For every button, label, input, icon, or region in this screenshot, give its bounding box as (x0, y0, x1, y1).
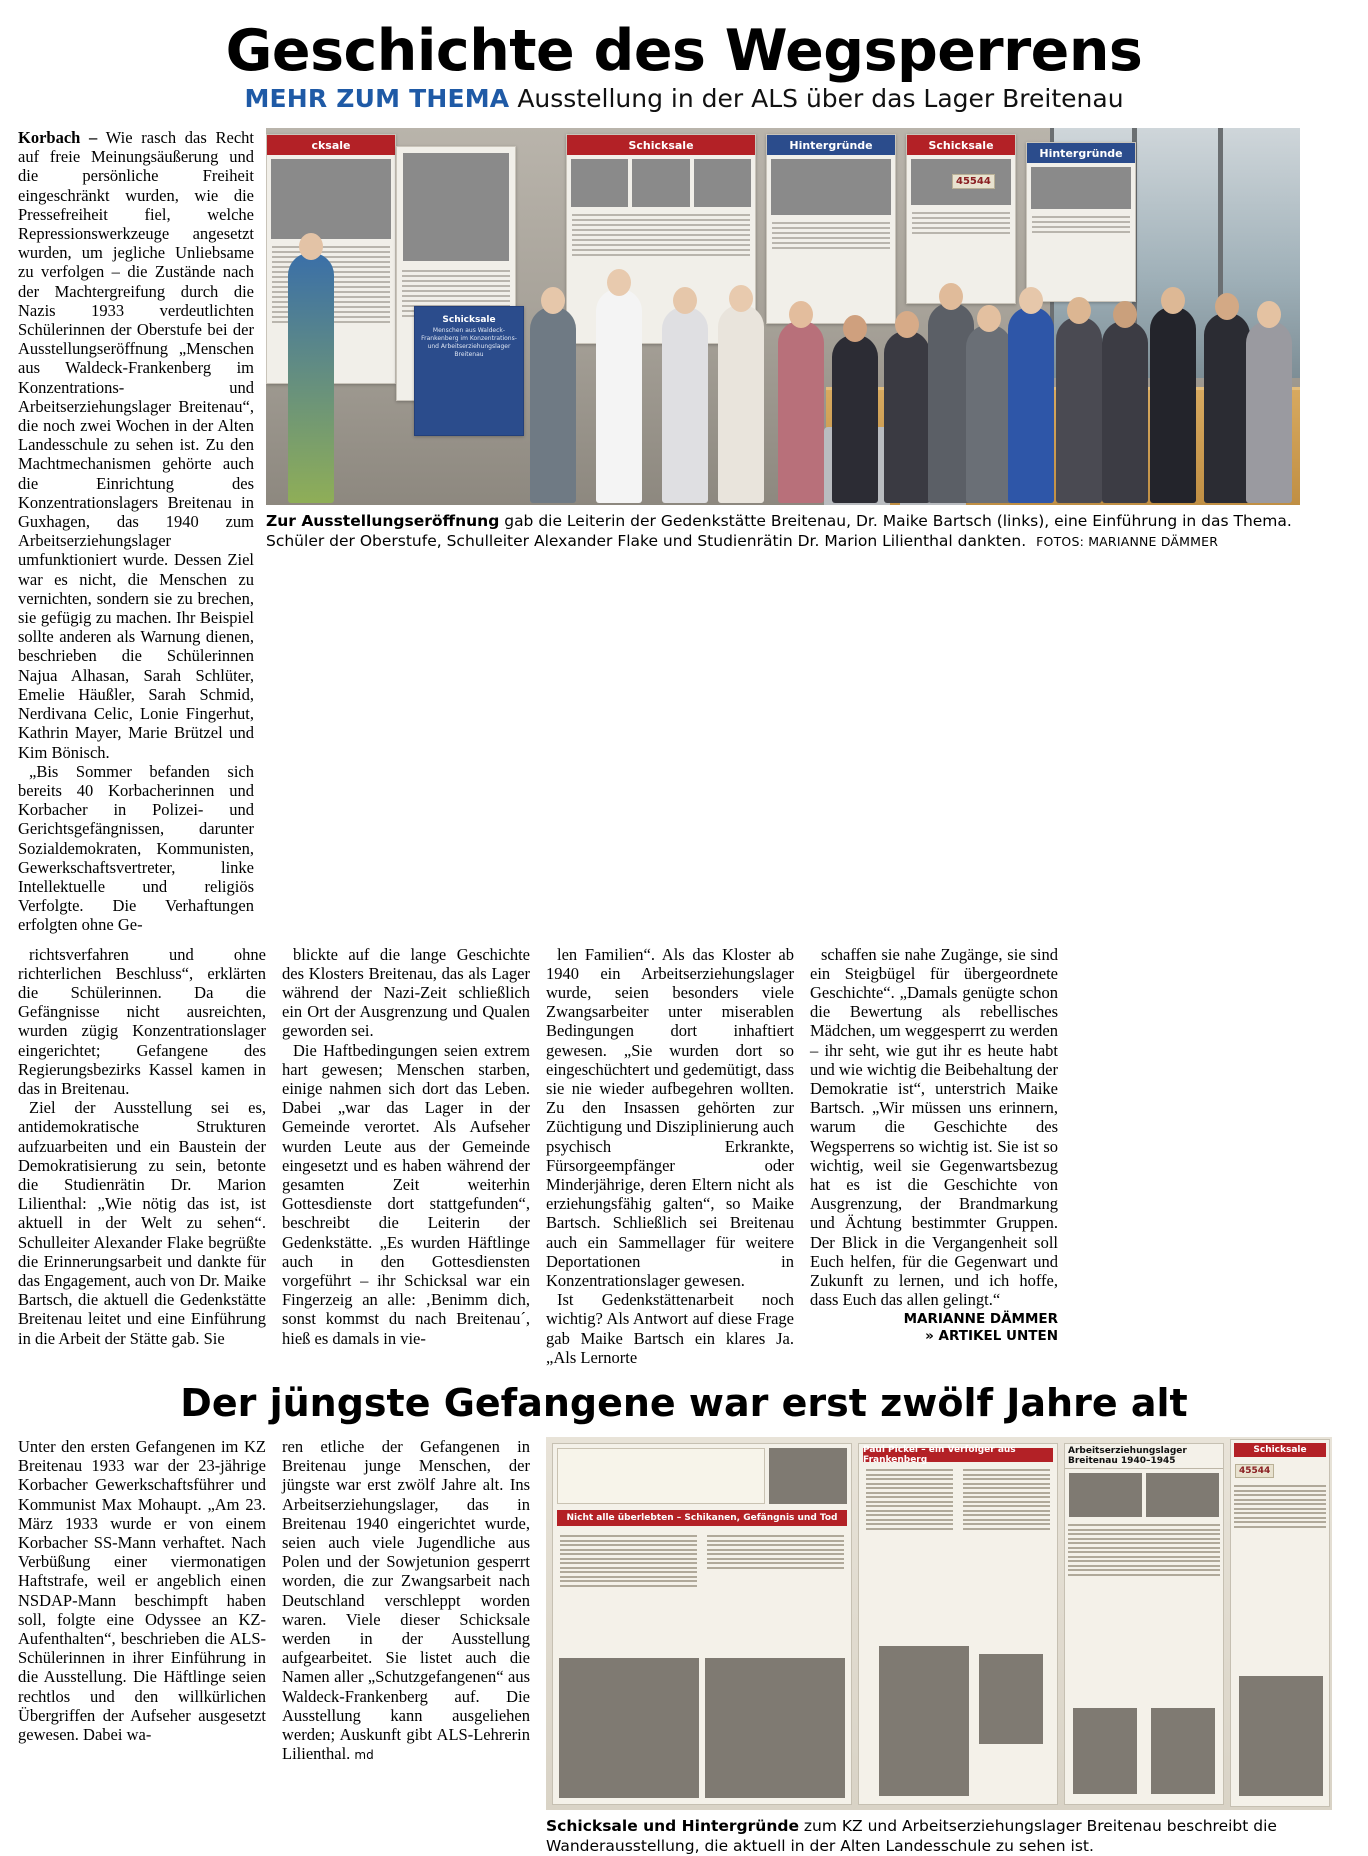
person-16 (1246, 321, 1292, 503)
panel-label-1: cksale (267, 135, 395, 155)
photo-thumb (559, 1658, 699, 1798)
board-middle-text-row (859, 1466, 1057, 1535)
board-middle-text (863, 1466, 956, 1535)
panel-images-3 (567, 155, 755, 211)
board-left-middle (553, 1528, 851, 1596)
board-right (1064, 1443, 1224, 1805)
bottom-column-1 (18, 1437, 266, 1856)
board-middle (858, 1443, 1058, 1805)
paragraph: schaffen sie nahe Zugänge, sie sind ein Steigbügel für übergeordnete Geschichte“. „Damals genügte schon die Bewertung als rebellisches Mädchen, um weggesperrt zu werden – ihr seht, wie gut ihr es heute habt und wie wichtig die Beibehaltung der Demokratie ist“, unterstrich Maike Bartsch. „Wir müssen uns erinnern, warum die Geschichte des Wegsperrens so wichtig ist. Sie ist so wichtig, weil sie Gegenwartsbezug hat es ist die Geschichte von Ausgrenzung, der Brandmarkung und Ächtung bestimmter Gruppen. Der Blick in die Vergangenheit soll Euch helfen, für die Gegenwart und Zukunft zu lernen, und ich hoffe, dass Euch das allen gelingt.“ (810, 944, 1058, 1310)
exhibition-panel-4 (766, 134, 896, 324)
exhibition-panel-5 (906, 134, 1016, 304)
portrait-photo-large (879, 1646, 969, 1796)
board-far-right-header: Schicksale (1234, 1443, 1326, 1457)
newspaper-page (0, 18, 1368, 1855)
exhibition-opening-photo (266, 128, 1300, 505)
person-14 (1150, 307, 1196, 503)
person-3 (596, 289, 642, 503)
panel-image-6 (1031, 167, 1131, 209)
person-15 (1204, 313, 1250, 503)
person-4 (662, 307, 708, 503)
paragraph: Ziel der Ausstellung sei es, antidemokratische Strukturen aufzuarbeiten und ein Baustein der Demokratisierung zu sein, betonte die Studienrätin Dr. Marion Lilienthal: „Wie nötig das ist, ist aktuell in der Welt zu sehen“. Schulleiter Alexander Flake begrüßte die Erinnerungsarbeit und dankte für das Engagement, auch von Dr. Maike Bartsch, die aktuell die Gedenkstätte Breitenau leitet und eine Einführung in die Arbeit der Stätte gab. Sie (18, 1098, 266, 1348)
person-2 (530, 307, 576, 503)
caption-lead: Zur Ausstellungseröffnung (266, 512, 500, 530)
board-left-header: Nicht alle überlebten – Schikanen, Gefängnis und Tod (557, 1510, 847, 1526)
person-13 (1102, 321, 1148, 503)
poster-subtitle: Menschen aus Waldeck-Frankenberg im Konzentrations- und Arbeitserziehungslager Breitenau (421, 327, 517, 358)
bottom-column-2 (282, 1437, 530, 1856)
board-far-right (1230, 1439, 1330, 1807)
lead-and-photo-row (18, 128, 1350, 935)
panel-label-2: Schicksale (567, 135, 755, 155)
board-middle-text-2 (960, 1466, 1053, 1535)
lead-paragraph-1: Wie rasch das Recht auf freie Meinungsäußerung und die persönliche Freiheit eingeschränkt wurden, wie die Pressefreiheit fiel, welche Repressionswerkzeuge angesetzt wurden, um jegliche Unliebsame zu verfolgen – die Zustände nach der Machtergreifung durch die Nazis 1933 verdeutlichten Schülerinnen der Oberstufe bei der Ausstellungseröffnung „Menschen aus Waldeck-Frankenberg im Konzentrations- und Arbeitserziehungslager Breitenau“, die noch zwei Wochen in der Alten Landesschule zu sehen ist. Zu den Machtmechanismen gehörte auch die Einrichtung des Konzentrationslagers Breitenau in Guxhagen, das 1940 zum Arbeitserziehungslager umfunktioniert wurde. Dessen Ziel war es nicht, die Menschen zu vernichten, sondern sie zu brechen, sie gefügig zu machen. Ihr Beispiel sollte anderen als Warnung dienen, beschrieben die Schülerinnen Najua Alhasan, Sarah Schlüter, Emelie Häußler, Sarah Schmid, Nerdivana Celic, Lonie Fingerhut, Kathrin Mayer, Marie Brützel und Kim Bönisch. (18, 128, 254, 762)
byline: md (354, 1748, 374, 1763)
person-7 (832, 335, 878, 503)
paragraph: Ist Gedenkstättenarbeit noch wichtig? Als Antwort auf diese Frage gab Maike Bartsch ein klares Ja. „Als Lernorte (546, 1290, 794, 1367)
document-scan (557, 1448, 765, 1504)
article-reference[interactable]: » ARTIKEL UNTEN (925, 1328, 1058, 1345)
panel-label-5: Hintergründe (1027, 143, 1135, 163)
board-left-text-2 (704, 1532, 847, 1592)
board-left-text (557, 1532, 700, 1592)
paragraph: len Familien“. Als das Kloster ab 1940 ein Arbeitserziehungslager wurde, seien besonders viele Zwangsarbeiter unter miserablen Bedingungen dort inhaftiert gewesen. „Sie wurden dort so eingeschüchtert und gedemütigt, dass sie nie wieder aufbegehren wollten. Zu den Insassen gehörten zur Züchtigung und Disziplinierung auch psychisch Erkrankte, Fürsorgeempfänger oder Minderjährige, deren Eltern nicht als erziehungsfähig galten“, so Maike Bartsch. Schließlich sei Breitenau auch ein Sammellager für weitere Deportationen in Konzentrationslager gewesen. (546, 944, 794, 1290)
bottom-photo-caption (546, 1810, 1332, 1856)
panel-label-4: Schicksale (907, 135, 1015, 155)
person-8 (884, 331, 930, 503)
panel-text-3 (567, 211, 755, 262)
subheadline-kicker: MEHR ZUM THEMA (244, 84, 510, 113)
body-column-1 (18, 945, 266, 1367)
board-right-images (1065, 1469, 1223, 1521)
paragraph: Unter den ersten Gefangenen im KZ Breitenau 1933 war der 23-jährige Korbacher Gewerkschaftsführer und Kommunist Max Mohaupt. „Am 23. März 1933 wurde er von einem Korbacher SS-Mann verhaftet. Nach Verbüßung einer viermonatigen Haftstrafe, weil er angeblich einen NSDAP-Mann beschimpft haben soll, folgte eine Odyssee an KZ-Aufenthalten“, beschrieben die ALS-Schülerinnen in ihrer Einführung in die Ausstellung. Die Häftlinge seien rechtlos und den willkürlichen Übergriffen der Aufseher ausgesetzt gewesen. Dabei wa- (18, 1437, 266, 1745)
person-11 (1008, 307, 1054, 503)
panel-image-2 (403, 153, 509, 261)
person-10 (966, 325, 1012, 503)
top-photo-block (266, 128, 1300, 552)
person-1 (288, 253, 334, 503)
panel-image-1 (271, 159, 391, 239)
body-column-4 (810, 945, 1058, 1367)
top-article-body (18, 945, 1350, 1367)
panel-text-6 (1027, 213, 1135, 239)
body-column-2 (282, 945, 530, 1367)
panel-image-4 (771, 159, 891, 215)
board-middle-header: Paul Pickel – ein Verfolger aus Frankenberg (863, 1448, 1053, 1462)
author-signature (810, 1311, 1058, 1345)
panel-label-3: Hintergründe (767, 135, 895, 155)
exhibition-panel-6 (1026, 142, 1136, 302)
person-6 (778, 321, 824, 503)
exhibition-poster (414, 306, 524, 436)
paragraph: richtsverfahren und ohne richterlichen Beschluss“, erklärten die Schülerinnen. Da die Gefängnisse nicht ausreichten, wurden zügig Konzentrationslager eingerichtet; Gefangene des Regierungsbezirks Kassel kamen in das in Breitenau. (18, 944, 266, 1098)
top-photo-caption (266, 505, 1300, 552)
poster-title: Schicksale (442, 315, 496, 325)
photo-thumb (705, 1658, 845, 1798)
bottom-photo-block (546, 1437, 1332, 1856)
author-name: MARIANNE DÄMMER (903, 1311, 1058, 1328)
subheadline-text: Ausstellung in der ALS über das Lager Breitenau (517, 84, 1124, 113)
board-right-header: Arbeitserziehungslager Breitenau 1940–1945 (1065, 1444, 1223, 1469)
board-left (552, 1443, 852, 1805)
person-12 (1056, 317, 1102, 503)
secondary-headline: Der jüngste Gefangene war erst zwölf Jahre alt (180, 1381, 1188, 1425)
paragraph: blickte auf die lange Geschichte des Klosters Breitenau, das als Lager während der Nazi-Zeit schließlich ein Ort der Ausgrenzung und Qualen geworden sei. (282, 944, 530, 1041)
portrait-photo-small (979, 1654, 1043, 1744)
board-left-top (553, 1444, 851, 1508)
lead-paragraph-2: „Bis Sommer befanden sich bereits 40 Korbacherinnen und Korbacher in Polizei- und Gerichtsgefängnissen, darunter Sozialdemokraten, Kommunisten, Gewerkschaftsvertreter, linke Intellektuelle und religiös Verfolgte. Die Verhaftungen erfolgten ohne Ge- (18, 761, 254, 935)
page-title: Geschichte des Wegsperrens (225, 18, 1143, 84)
body-column-3 (546, 945, 794, 1367)
portrait-photo (769, 1448, 847, 1504)
panel-text-5 (907, 209, 1015, 240)
caption-text: zum KZ und Arbeitserziehungslager Breitenau beschreibt die Wanderausstellung, die aktuell in der Alten Landesschule zu sehen ist. (546, 1817, 1277, 1855)
exhibition-boards-photo (546, 1437, 1332, 1810)
bottom-article-row (18, 1437, 1350, 1856)
panel-text-4 (767, 219, 895, 255)
board-left-photos (553, 1652, 851, 1804)
board-right-text (1065, 1521, 1223, 1581)
person-5 (718, 305, 764, 503)
caption-lead: Schicksale und Hintergründe (546, 1817, 799, 1835)
photo-credit: FOTOS: MARIANNE DÄMMER (1036, 534, 1219, 549)
dateline: Korbach – (18, 128, 98, 147)
board-far-right-text (1231, 1482, 1329, 1533)
subheadline (18, 84, 1350, 114)
caption-text: gab die Leiterin der Gedenkstätte Breitenau, Dr. Maike Bartsch (links), eine Einführung in das Thema. Schüler der Oberstufe, Schulleiter Alexander Flake und Studienrätin Dr. Marion Lilienthal dankten. (266, 512, 1292, 550)
paragraph (282, 1437, 530, 1765)
archive-number-tag: 45544 (1235, 1464, 1274, 1478)
paragraph-text: ren etliche der Gefangenen in Breitenau junge Menschen, der jüngste war erst zwölf Jahre alt. Ins Arbeitserziehungslager, das in Breitenau 1940 eingerichtet wurde, seien auch viele Jugendliche aus Polen und der Sowjetunion gesperrt worden, die zur Zwangsarbeit nach Deutschland verschleppt worden waren. Viele dieser Schicksale werden in der Ausstellung aufgearbeitet. Sie listet auch die Namen aller „Schutzgefangenen“ aus Waldeck-Frankenberg auf. Die Ausstellung kann ausgeliehen werden; Auskunft gibt ALS-Lehrerin Lilienthal. (282, 1437, 530, 1764)
paragraph: Die Haftbedingungen seien extrem hart gewesen; Menschen starben, einige nahmen sich dort das Leben. Dabei „war das Lager in der Gemeinde verortet. Als Aufseher wurden Leute aus der Gemeinde eingesetzt und es haben während der gesamten Zeit weiterhin Gottesdienste dort stattgefunden“, beschreibt die Leiterin der Gedenkstätte. „Es wurden Häftlinge auch in den Gottesdiensten vorgeführt – ihr Schicksal war ein Fingerzeig an alle: ‚Benimm dich, sonst kommst du nach Breitenau´, hieß es damals in vie- (282, 1040, 530, 1348)
lead-column (18, 128, 266, 935)
archive-number-tag: 45544 (952, 174, 995, 189)
